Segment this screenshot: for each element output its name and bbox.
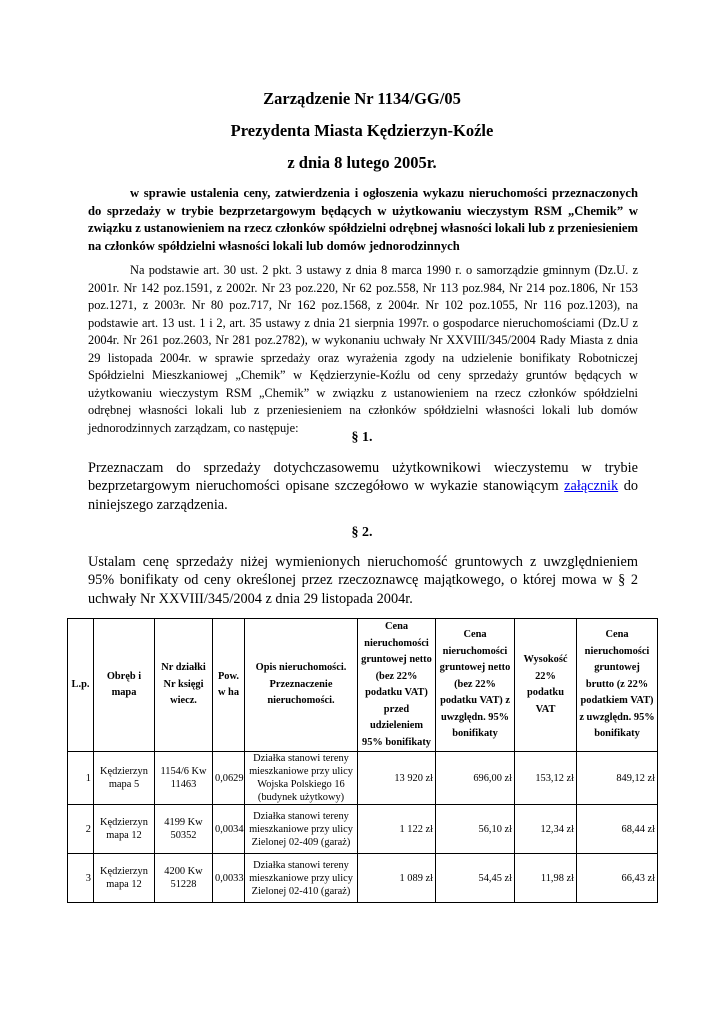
table-row [68,805,658,854]
document-issuer: Prezydenta Miasta Kędzierzyn-Koźle [230,121,494,140]
section-1-text-after: do niniejszego zarządzenia. [88,478,638,513]
header-pow: Pow. w ha [213,619,245,752]
header-dzialka: Nr działki Nr księgi wiecz. [155,619,213,752]
attachment-link[interactable]: załącznik [564,478,619,495]
price-table [67,618,658,903]
section-2-heading: § 2. [351,525,373,540]
cell-lp: 3 [68,854,94,903]
header-opis: Opis nieruchomości. Przeznaczenie nieruchomości. [245,619,358,752]
cell-cena-przed: 1 122 zł [358,805,436,854]
section-1-text-before: Przeznaczam do sprzedaży dotychczasowemu użytkownikowi wieczystemu w trybie bezprzetargowym nieruchomości opisane szczegółowo w wykazie stanowiącym [88,460,638,495]
document-subject: w sprawie ustalenia ceny, zatwierdzenia i ogłoszenia wykazu nieruchomości przeznaczonych do sprzedaży w trybie bezprzetargowym będących w użytkowaniu wieczystym RSM „Chemik” w związku z ustanowieniem na rzecz członków spółdzielni odrębnej własności lokali lub z przeniesieniem na członków spółdzielni własności lokali lub domów jednorodzinnych [88,186,638,253]
section-2-text: Ustalam cenę sprzedaży niżej wymienionych nieruchomość gruntowych z uwzględnieniem 95% bonifikaty od ceny określonej przez rzeczoznawcę majątkowego, o której mowa w § 2 uchwały Nr XXVIII/345/2004 z dnia 29 listopada 2004r. [88,554,638,607]
cell-obreb: Kędzierzyn mapa 5 [94,752,155,805]
legal-basis-paragraph: Na podstawie art. 30 ust. 2 pkt. 3 ustawy z dnia 8 marca 1990 r. o samorządzie gminnym (Dz.U. z 2001r. Nr 142 poz.1591, z 2002r. Nr 23 poz.220, Nr 62 poz.558, Nr 113 poz.984, Nr 214 poz.1806, Nr 153 poz.1271, z 2003r. Nr 80 poz.717, Nr 162 poz.1568, z 2004r. Nr 102 poz.1055, Nr 116 poz.1203), na podstawie art. 13 ust. 1 i 2, art. 35 ustawy z dnia 21 sierpnia 1997r. o gospodarce nieruchomościami (Dz.U z 2004r. Nr 261 poz.2603, Nr 281 poz.2782), w wykonaniu uchwały Nr XXVIII/345/2004 Rady Miasta z dnia 29 listopada 2004r. w sprawie sprzedaży oraz wyrażenia zgody na udzielenie bonifikaty Robotniczej Spółdzielni Mieszkaniowej „Chemik” w Kędzierzynie-Koźlu od ceny sprzedaży gruntów będących w użytkowaniu wieczystym RSM „Chemik” w związku z ustanowieniem na rzecz członków spółdzielni odrębnej własności lokali lub z przeniesieniem na członków spółdzielni własności lokali lub domów jednorodzinnych zarządzam, co następuje: [88,263,638,435]
cell-cena-przed: 1 089 zł [358,854,436,903]
table-row [68,854,658,903]
cell-obreb: Kędzierzyn mapa 12 [94,805,155,854]
cell-dzialka: 1154/6 Kw 11463 [155,752,213,805]
section-1-heading: § 1. [351,430,373,445]
section-1-text [88,459,638,514]
cell-cena-netto: 696,00 zł [436,752,515,805]
header-obreb: Obręb i mapa [94,619,155,752]
cell-brutto: 849,12 zł [577,752,658,805]
cell-opis: Działka stanowi tereny mieszkaniowe przy ulicy Wojska Polskiego 16 (budynek użytkowy) [245,752,358,805]
header-lp: L.p. [68,619,94,752]
header-cena-netto: Cena nieruchomości gruntowej netto (bez 22% podatku VAT) z uwzględn. 95% bonifikaty [436,619,515,752]
table-header-row [68,619,658,752]
cell-pow: 0,0629 [213,752,245,805]
cell-lp: 1 [68,752,94,805]
cell-brutto: 68,44 zł [577,805,658,854]
table-row [68,752,658,805]
cell-vat: 12,34 zł [515,805,577,854]
cell-dzialka: 4199 Kw 50352 [155,805,213,854]
document-date: z dnia 8 lutego 2005r. [287,153,437,172]
cell-opis: Działka stanowi tereny mieszkaniowe przy ulicy Zielonej 02-410 (garaż) [245,854,358,903]
header-brutto: Cena nieruchomości gruntowej brutto (z 22% podatkiem VAT) z uwzględn. 95% bonifikaty [577,619,658,752]
header-vat: Wysokość 22% podatku VAT [515,619,577,752]
cell-vat: 153,12 zł [515,752,577,805]
cell-vat: 11,98 zł [515,854,577,903]
cell-cena-przed: 13 920 zł [358,752,436,805]
cell-cena-netto: 56,10 zł [436,805,515,854]
cell-opis: Działka stanowi tereny mieszkaniowe przy ulicy Zielonej 02-409 (garaż) [245,805,358,854]
cell-brutto: 66,43 zł [577,854,658,903]
header-cena-przed: Cena nieruchomości gruntowej netto (bez 22% podatku VAT) przed udzieleniem 95% bonifikaty [358,619,436,752]
cell-dzialka: 4200 Kw 51228 [155,854,213,903]
cell-cena-netto: 54,45 zł [436,854,515,903]
document-title: Zarządzenie Nr 1134/GG/05 [263,89,461,108]
cell-pow: 0,0034 [213,805,245,854]
cell-obreb: Kędzierzyn mapa 12 [94,854,155,903]
cell-pow: 0,0033 [213,854,245,903]
cell-lp: 2 [68,805,94,854]
